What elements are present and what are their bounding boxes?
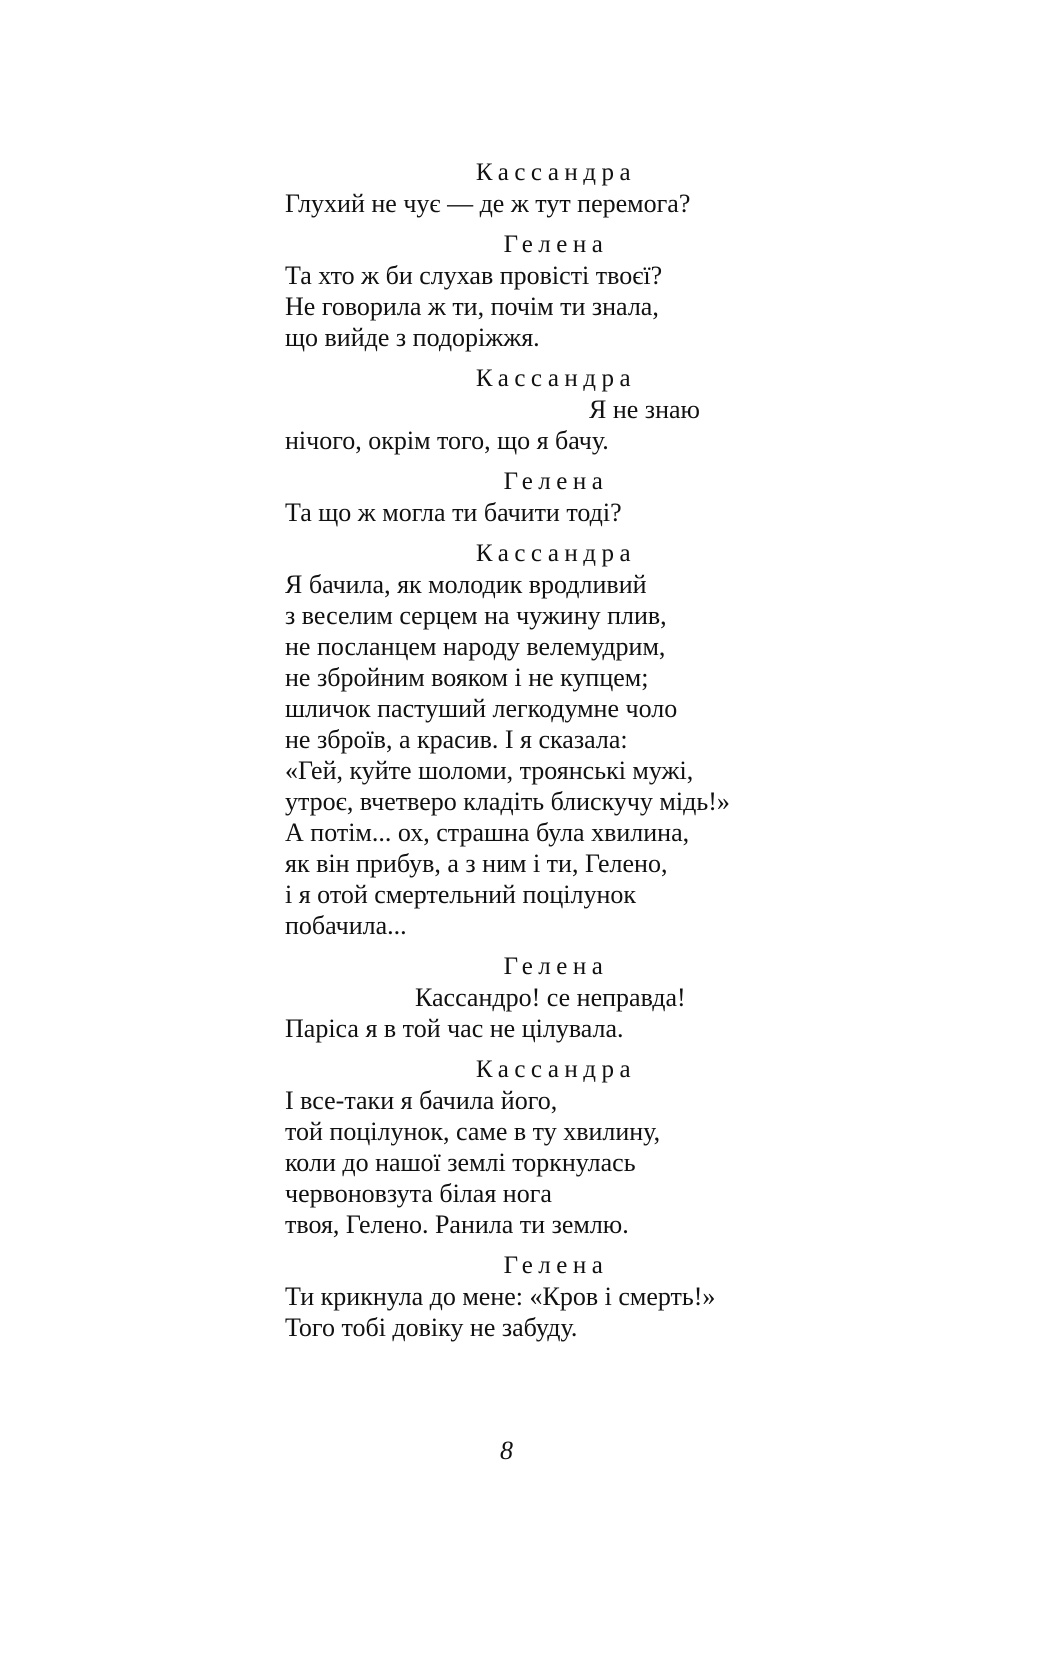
page-number: 8 — [500, 1436, 513, 1465]
verse-line: коли до нашої землі торкнулась — [285, 1148, 636, 1177]
verse-line: Та хто ж би слухав провісті твоєї? — [285, 261, 663, 290]
verse-line: що вийде з подоріжжя. — [285, 323, 540, 352]
verse-line: побачила... — [285, 911, 407, 940]
speaker-name: Кассандра — [475, 540, 637, 567]
speaker-name: Гелена — [503, 1252, 609, 1279]
verse-line: А потім... ох, страшна була хвилина, — [285, 818, 690, 847]
dialogue-text — [285, 158, 805, 1343]
verse-line: І все-таки я бачила його, — [285, 1086, 558, 1115]
speaker-name: Кассандра — [475, 1056, 637, 1083]
verse-line: Паріса я в той час не цілувала. — [285, 1014, 624, 1043]
speaker-name: Гелена — [503, 468, 609, 495]
verse-line: шличок пастуший легкодумне чоло — [285, 694, 678, 723]
verse-line: Не говорила ж ти, почім ти знала, — [285, 292, 659, 321]
verse-line: утроє, вчетверо кладіть блискучу мідь!» — [285, 787, 730, 816]
verse-line: і я отой смертельний поцілунок — [285, 880, 637, 909]
verse-line: Того тобі довіку не забуду. — [285, 1313, 578, 1342]
verse-line: не посланцем народу велемудрим, — [285, 632, 666, 661]
verse-line: не зброїв, а красив. І я сказала: — [285, 725, 628, 754]
speaker-name: Гелена — [503, 231, 609, 258]
verse-line: твоя, Гелено. Ранила ти землю. — [285, 1210, 629, 1239]
verse-line: Я бачила, як молодик вродливий — [285, 570, 647, 599]
verse-line: Кассандро! се неправда! — [415, 983, 686, 1012]
speaker-name: Кассандра — [475, 365, 637, 392]
speaker-name: Кассандра — [475, 159, 637, 186]
verse-line: Ти крикнула до мене: «Кров і смерть!» — [285, 1282, 716, 1311]
verse-line: Глухий не чує — де ж тут перемога? — [285, 189, 691, 218]
verse-line: нічого, окрім того, що я бачу. — [285, 426, 609, 455]
verse-line: той поцілунок, саме в ту хвилину, — [285, 1117, 661, 1146]
verse-line: не збройним вояком і не купцем; — [285, 663, 649, 692]
verse-line: червоновзута білая нога — [285, 1179, 552, 1208]
verse-line: Та що ж могла ти бачити тоді? — [285, 498, 622, 527]
speaker-name: Гелена — [503, 953, 609, 980]
verse-line: з веселим серцем на чужину плив, — [285, 601, 667, 630]
verse-line: Я не знаю — [589, 395, 700, 424]
verse-line: «Гей, куйте шоломи, троянські мужі, — [285, 756, 694, 785]
verse-line: як він прибув, а з ним і ти, Гелено, — [285, 849, 668, 878]
